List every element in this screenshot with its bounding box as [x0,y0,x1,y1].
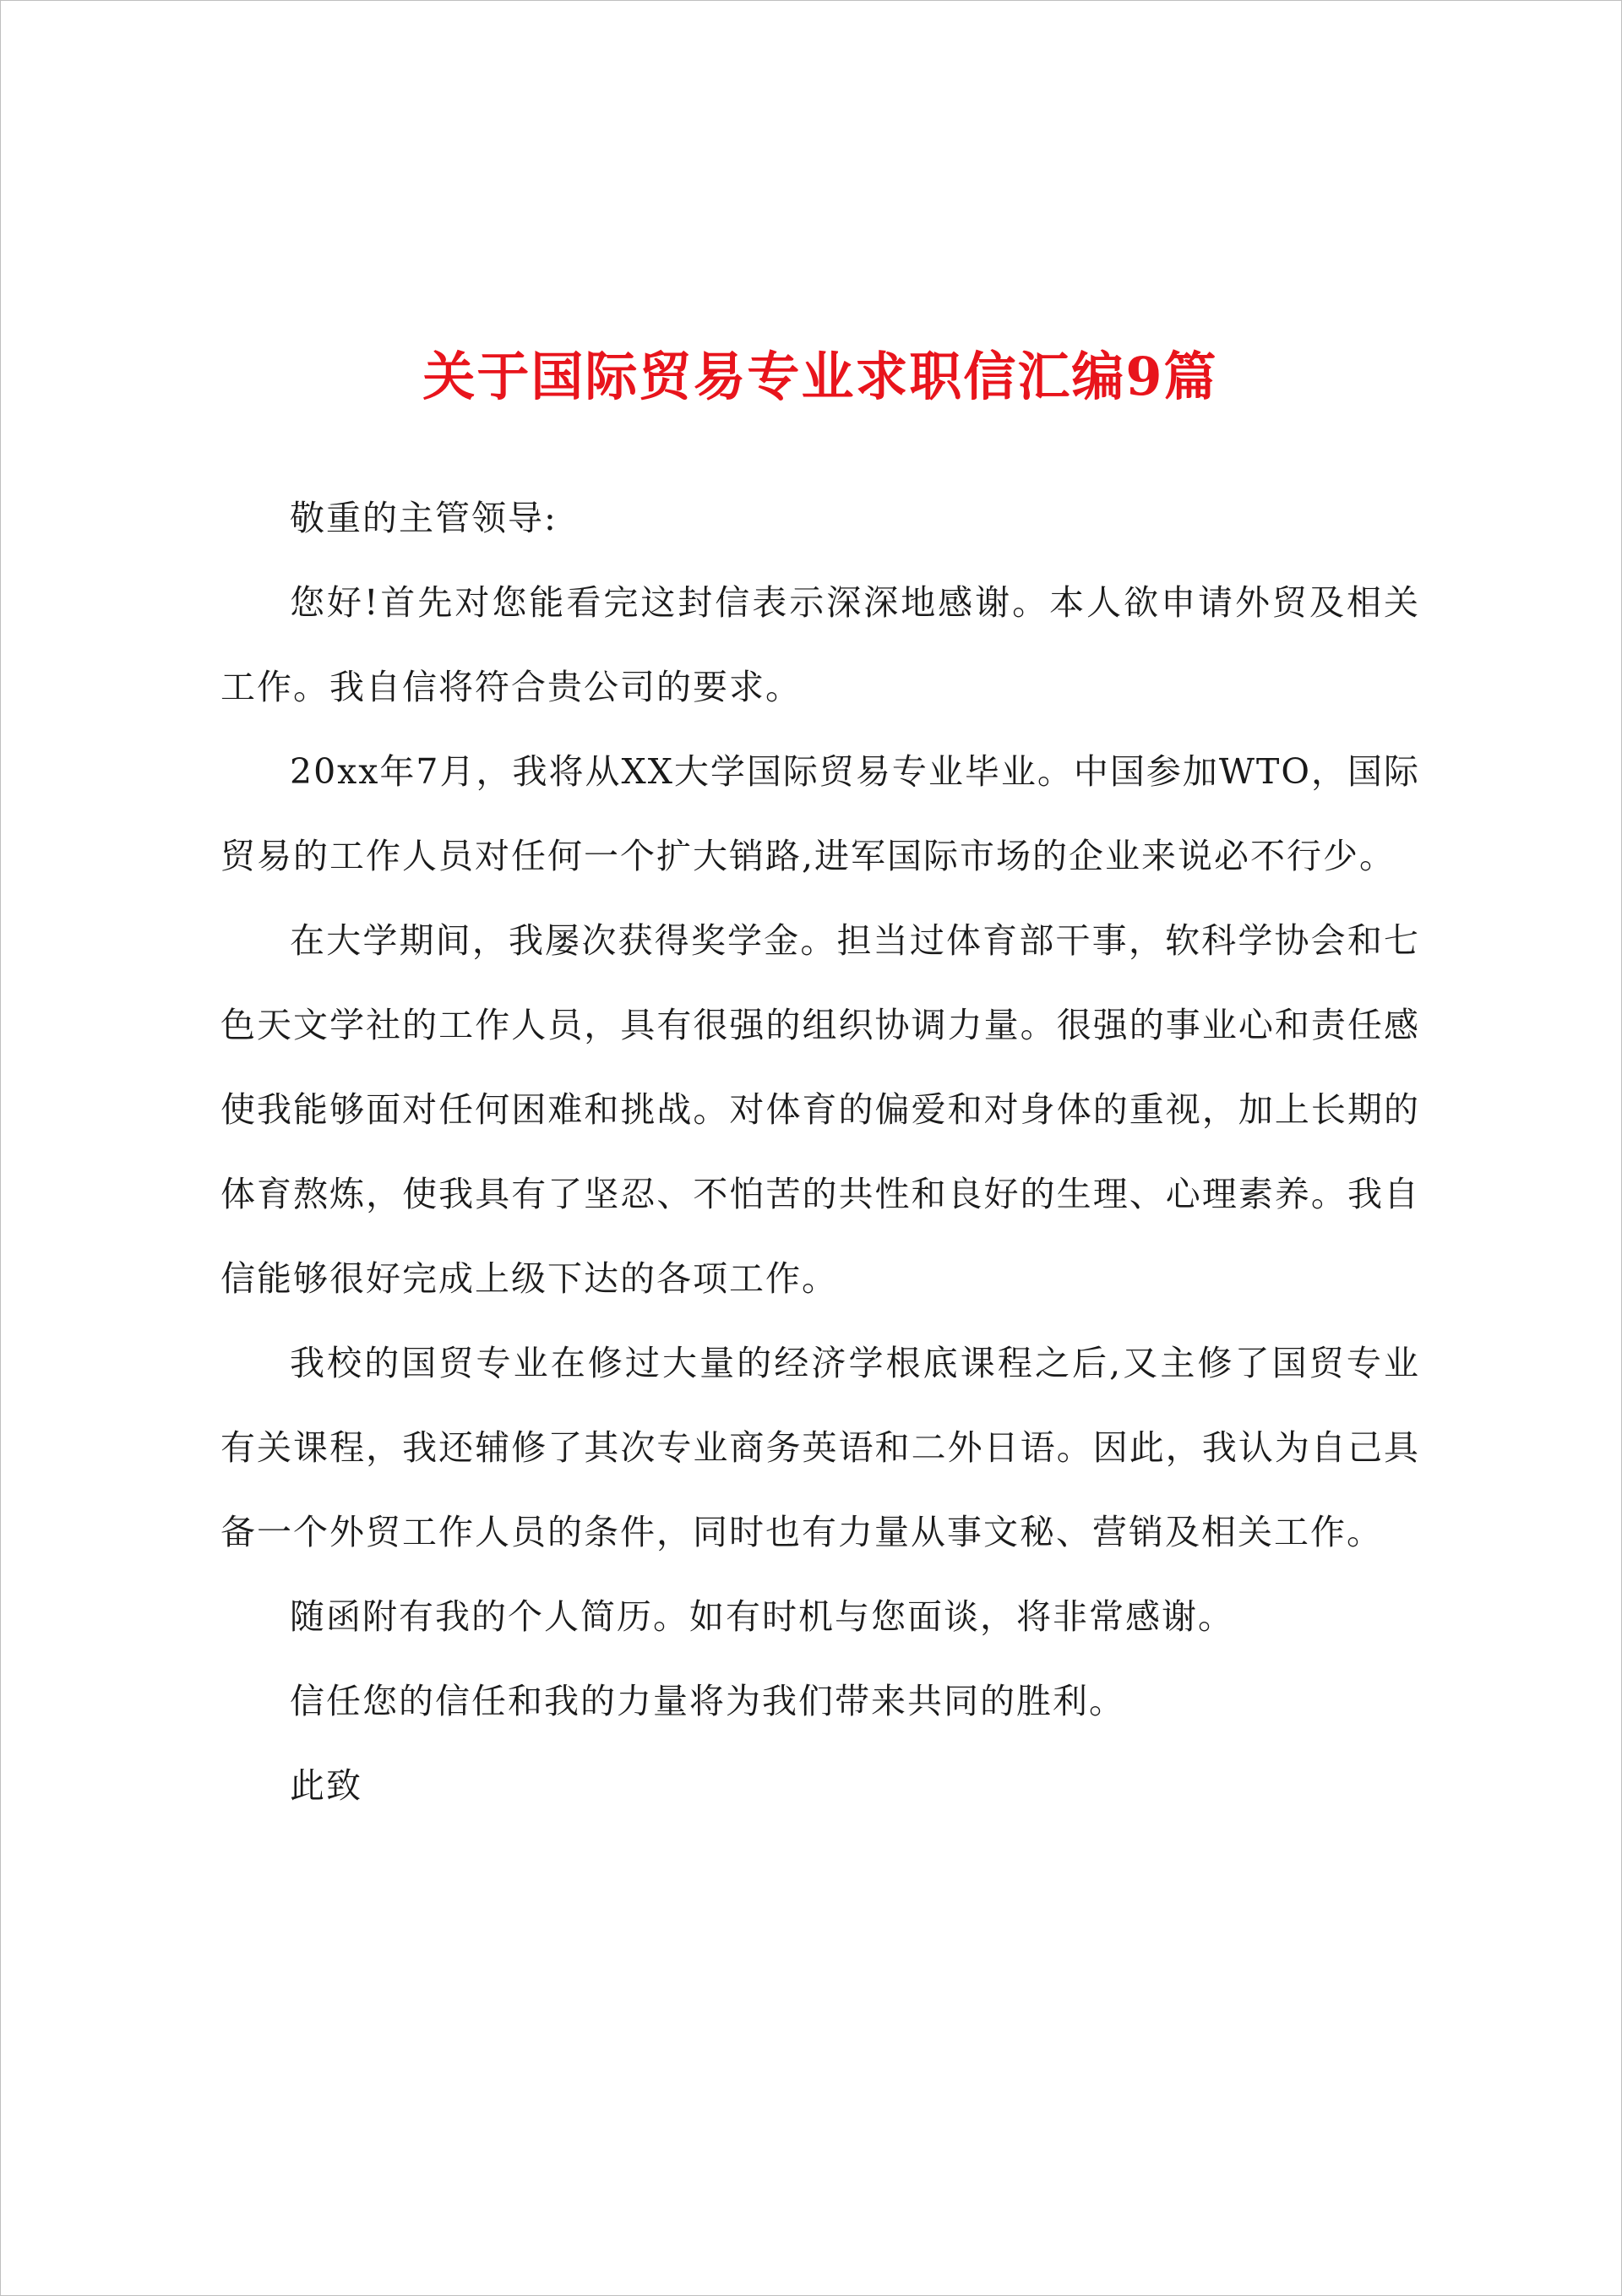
salutation: 敬重的主管领导: [290,498,558,538]
paragraph-greeting: 您好!首先对您能看完这封信表示深深地感谢。本人欲申请外贸及相关工作。我自信将符合贵公司的要求。 [220,582,1420,707]
document-title: 关于国际贸易专业求职信汇编9篇 [422,346,1218,407]
paragraph-university-experience: 在大学期间，我屡次获得奖学金。担当过体育部干事，软科学协会和七色天文学社的工作人员，具有很强的组织协调力量。很强的事业心和责任感使我能够面对任何困难和挑战。对体育的偏爱和对身体的重视，加上长期的体育熬炼，使我具有了坚忍、不怕苦的共性和良好的生理、心理素养。我自信能够很好完成上级下达的各项工作。 [220,920,1420,1299]
document-body [220,335,1420,1828]
paragraph-trust: 信任您的信任和我的力量将为我们带来共同的胜利。 [290,1681,1125,1721]
paragraph-resume-attached: 随函附有我的个人简历。如有时机与您面谈，将非常感谢。 [290,1596,1234,1637]
paragraph-graduation: 20xx年7月，我将从XX大学国际贸易专业毕业。中国参加WTO，国际贸易的工作人员对任何一个扩大销路,进军国际市场的企业来说必不行少。 [220,751,1420,876]
closing: 此致 [290,1765,362,1806]
paragraph-courses: 我校的国贸专业在修过大量的经济学根底课程之后,又主修了国贸专业有关课程，我还辅修了其次专业商务英语和二外日语。因此，我认为自己具备一个外贸工作人员的条件，同时也有力量从事文秘、营销及相关工作。 [220,1343,1420,1552]
